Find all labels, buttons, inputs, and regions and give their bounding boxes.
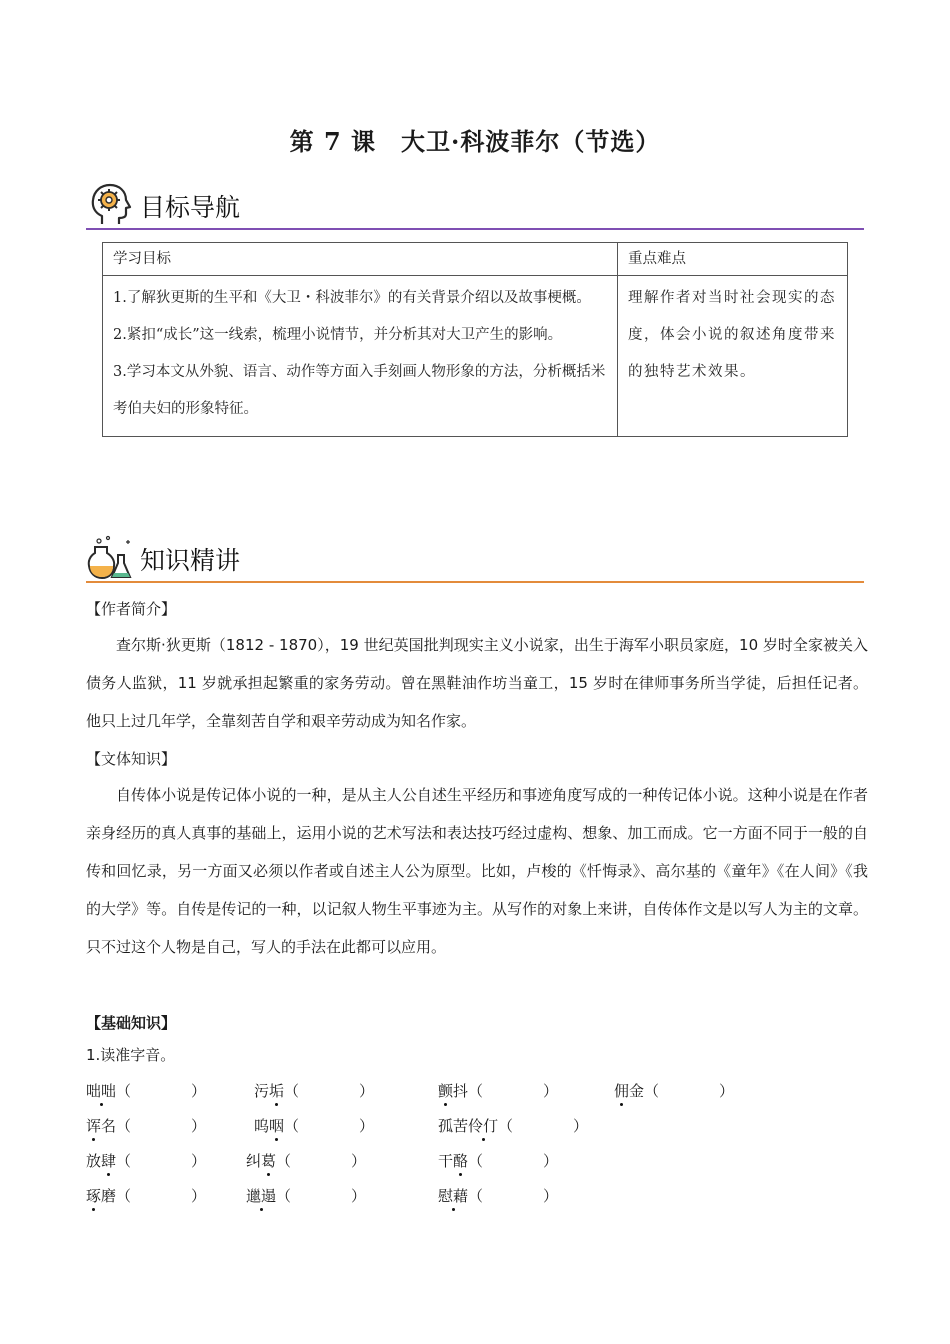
author-label: 【作者简介】 <box>86 600 177 618</box>
word-item: 污垢（ ） <box>254 1082 375 1100</box>
word-item: 呜咽（ ） <box>254 1117 375 1135</box>
section-divider <box>86 228 864 230</box>
word-item: 咄咄（ ） <box>86 1082 207 1100</box>
word-item: 邋遢（ ） <box>246 1187 367 1205</box>
goal-item: 3.学习本文从外貌、语言、动作等方面入手刻画人物形象的方法，分析概括米考伯夫妇的形象特征。 <box>113 364 606 417</box>
goals-table <box>102 242 848 437</box>
table-row <box>103 276 848 437</box>
goals-cell <box>103 276 618 437</box>
header-goals: 学习目标 <box>103 243 618 276</box>
word-item: 琢磨（ ） <box>86 1187 207 1205</box>
goal-item: 1.了解狄更斯的生平和《大卫・科波菲尔》的有关背景介绍以及故事梗概。 <box>113 290 591 306</box>
header-focus: 重点难点 <box>618 243 848 276</box>
basics-label: 【基础知识】 <box>86 1014 177 1032</box>
question-1: 1.读准字音。 <box>86 1046 176 1064</box>
word-item: 干酪（ ） <box>438 1152 559 1170</box>
table-header-row <box>103 243 848 276</box>
word-item: 颤抖（ ） <box>438 1082 559 1100</box>
word-item: 诨名（ ） <box>86 1117 207 1135</box>
section-header-knowledge <box>86 533 864 583</box>
section-label: 知识精讲 <box>140 546 241 575</box>
section-label: 目标导航 <box>140 193 241 222</box>
genre-paragraph: 自传体小说是传记体小说的一种，是从主人公自述生平经历和事迹角度写成的一种传记体小说。这种小说是在作者亲身经历的真人真事的基础上，运用小说的艺术写法和表达技巧经过虚构、想象、加工而成。它一方面不同于一般的自传和回忆录，另一方面又必须以作者或自述主人公为原型。比如，卢梭的《忏悔录》、高尔基的《童年》《在人间》《我的大学》等。自传是传记的一种，以记叙人物生平事迹为主。从写作的对象上来讲，自传体作文是以写人为主的文章。只不过这个人物是自己，写人的手法在此都可以应用。 <box>86 786 868 956</box>
genre-label: 【文体知识】 <box>86 750 177 768</box>
word-item: 孤苦伶仃（ ） <box>438 1117 589 1135</box>
head-gear-icon <box>86 180 136 230</box>
word-item: 纠葛（ ） <box>246 1152 367 1170</box>
section-header-goals <box>86 180 864 230</box>
section-divider <box>86 581 864 583</box>
word-item: 佣金（ ） <box>614 1082 735 1100</box>
focus-cell: 理解作者对当时社会现实的态度，体会小说的叙述角度带来的独特艺术效果。 <box>618 276 848 437</box>
page-title: 第 7 课 大卫·科波菲尔（节选） <box>289 127 661 156</box>
author-paragraph: 查尔斯·狄更斯（1812 - 1870），19 世纪英国批判现实主义小说家，出生于海军小职员家庭，10 岁时全家被关入债务人监狱，11 岁就承担起繁重的家务劳动。曾在黑鞋油作坊当童工，15 岁时在律师事务所当学徒，后担任记者。他只上过几年学，全靠刻苦自学和艰辛劳动成为知名作家。 <box>86 636 868 730</box>
flask-icon <box>86 533 136 583</box>
word-item: 慰藉（ ） <box>438 1187 559 1205</box>
word-item: 放肆（ ） <box>86 1152 207 1170</box>
goal-item: 2.紧扣“成长”这一线索，梳理小说情节，并分析其对大卫产生的影响。 <box>113 327 563 343</box>
